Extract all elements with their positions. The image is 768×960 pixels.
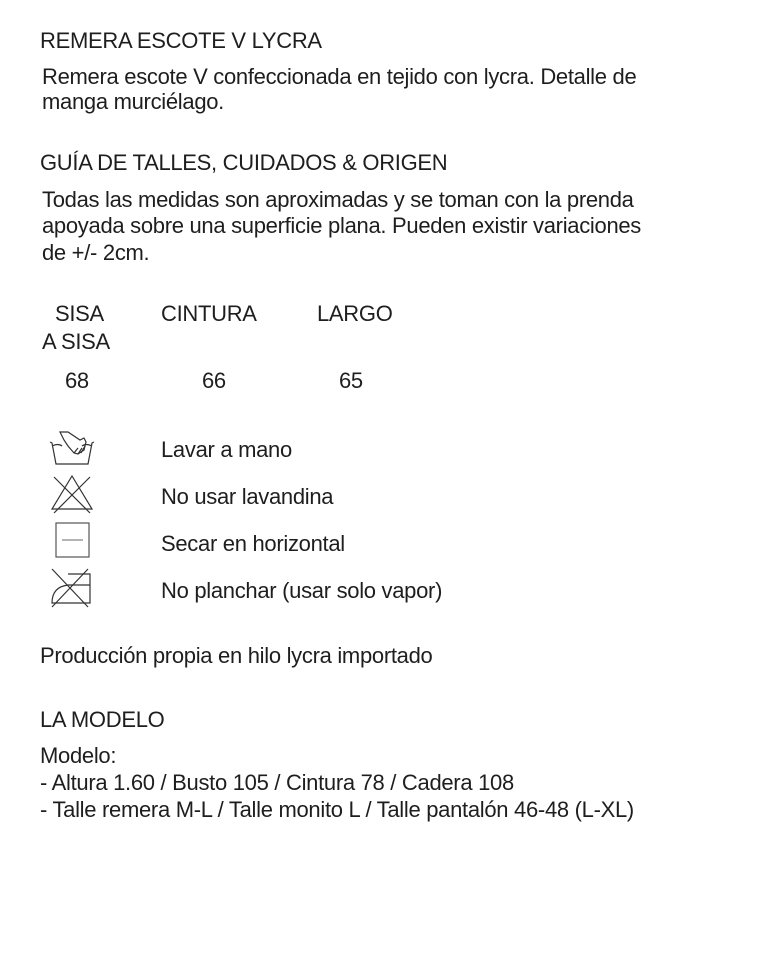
product-title: REMERA ESCOTE V LYCRA: [40, 28, 322, 53]
dry-flat-icon: [48, 520, 96, 564]
care-label: No usar lavandina: [161, 484, 334, 509]
care-label: Secar en horizontal: [161, 531, 345, 556]
care-label: No planchar (usar solo vapor): [161, 578, 443, 603]
value-cintura: 66: [202, 368, 226, 393]
header-cintura: CINTURA: [161, 301, 257, 326]
origin-text: Producción propia en hilo lycra importado: [40, 643, 433, 668]
value-sisa: 68: [65, 368, 89, 393]
model-line: - Talle remera M-L / Talle monito L / Talle pantalón 46-48 (L-XL): [40, 797, 634, 822]
hand-wash-icon: [48, 426, 96, 470]
model-title: LA MODELO: [40, 707, 165, 732]
product-description-line: Remera escote V confeccionada en tejido con lycra. Detalle de: [42, 64, 637, 89]
header-largo: LARGO: [317, 301, 393, 326]
model-line: - Altura 1.60 / Busto 105 / Cintura 78 / Cadera 108: [40, 770, 514, 795]
guide-description-line: de +/- 2cm.: [42, 240, 150, 265]
no-iron-icon: [48, 565, 96, 609]
header-sisa: SISA: [55, 301, 104, 326]
value-largo: 65: [339, 368, 363, 393]
header-sisa-2: A SISA: [42, 329, 110, 354]
product-description-line: manga murciélago.: [42, 89, 224, 114]
no-bleach-icon: [48, 473, 96, 517]
guide-title: GUÍA DE TALLES, CUIDADOS & ORIGEN: [40, 150, 448, 175]
guide-description-line: Todas las medidas son aproximadas y se toman con la prenda: [42, 187, 634, 212]
model-line: Modelo:: [40, 743, 117, 768]
guide-description-line: apoyada sobre una superficie plana. Pueden existir variaciones: [42, 213, 642, 238]
care-label: Lavar a mano: [161, 437, 292, 462]
